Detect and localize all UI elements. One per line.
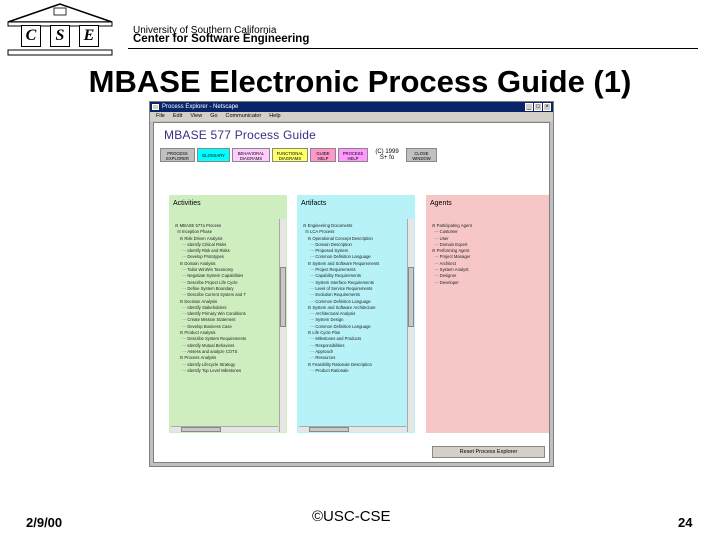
tree-item[interactable]: ··· Common Definition Language bbox=[303, 323, 371, 329]
tree-item[interactable]: ··· Identify Primary Win Conditions bbox=[175, 311, 246, 317]
tree-item[interactable]: ··· Capability Requirements bbox=[303, 273, 361, 279]
netscape-icon bbox=[152, 104, 159, 110]
tree-item[interactable]: ··· Approach bbox=[303, 348, 334, 354]
tree-item[interactable]: ··· Customer bbox=[432, 229, 458, 235]
tree-item[interactable]: ⊟ Operational Concept Description bbox=[303, 235, 373, 241]
activities-heading: Activities bbox=[173, 200, 201, 207]
tree-item[interactable]: ··· Identify Top Level Milestones bbox=[175, 367, 242, 373]
tree-item[interactable]: ⊟ Process Analysis bbox=[175, 355, 217, 361]
activities-scrollbar[interactable] bbox=[279, 219, 286, 432]
copyright-notice: (C) 1999 S+ fo bbox=[370, 148, 404, 162]
agents-panel bbox=[426, 195, 549, 433]
tree-item[interactable]: ··· Develop Business Case bbox=[175, 323, 232, 329]
tree-item[interactable]: ··· Create Mission Statement bbox=[175, 317, 236, 323]
artifacts-scrollbar[interactable] bbox=[407, 219, 414, 432]
tree-item[interactable]: ⊟ Engineering Documents bbox=[303, 223, 353, 228]
tree-item[interactable]: ··· Architect bbox=[432, 260, 456, 266]
slide-title: MBASE Electronic Process Guide (1) bbox=[88, 64, 632, 99]
tree-item[interactable]: ··· Project Manager bbox=[432, 254, 471, 260]
process-explorer-button[interactable]: PROCESS EXPLORER bbox=[160, 148, 195, 162]
tree-item[interactable]: ··· Responsibilities bbox=[303, 342, 345, 348]
close-window-button[interactable]: CLOSE WINDOW bbox=[406, 148, 437, 162]
menu-communicator[interactable]: Communicator bbox=[225, 113, 262, 119]
tree-item[interactable]: ··· Common Definition Language bbox=[303, 298, 371, 304]
close-icon[interactable]: × bbox=[543, 103, 551, 111]
artifacts-hscrollbar[interactable] bbox=[299, 426, 406, 432]
agents-heading: Agents bbox=[430, 200, 452, 207]
header-rule bbox=[128, 48, 698, 49]
tree-item[interactable]: ··· Domain Expert bbox=[432, 241, 468, 247]
center-name: Center for Software Engineering bbox=[133, 33, 310, 45]
process-help-button[interactable]: PROCESS HELP bbox=[338, 148, 368, 162]
tree-item[interactable]: ··· Develop Prototypes bbox=[175, 254, 224, 260]
functional-diagrams-button[interactable]: FUNCTIONAL DIAGRAMS bbox=[272, 148, 308, 162]
tree-item[interactable]: ⊟ Decision Analysis bbox=[175, 298, 218, 304]
window-titlebar bbox=[150, 102, 553, 112]
browser-window bbox=[149, 101, 554, 467]
tree-item[interactable]: ··· Product Rationale bbox=[303, 367, 349, 373]
maximize-icon[interactable]: □ bbox=[534, 103, 542, 111]
menu-file[interactable]: File bbox=[156, 113, 165, 119]
page-content bbox=[153, 122, 550, 463]
artifacts-panel bbox=[297, 195, 415, 433]
tree-item[interactable]: ⊟ Performing Agent bbox=[432, 248, 470, 254]
agents-tree bbox=[432, 223, 539, 286]
tree-item[interactable]: ··· Milestones and Products bbox=[303, 336, 362, 342]
reset-process-explorer-button[interactable]: Reset Process Explorer bbox=[432, 446, 545, 458]
process-guide-title: MBASE 577 Process Guide bbox=[164, 128, 317, 142]
tree-item[interactable]: ··· Negotiate System Capabilities bbox=[175, 273, 244, 279]
artifacts-heading: Artifacts bbox=[301, 200, 327, 207]
tree-item[interactable]: ⊟ Risk Driven Analysis bbox=[175, 235, 223, 241]
tree-item[interactable]: ··· Identify Stakeholders bbox=[175, 304, 227, 310]
tree-item[interactable]: ⊟ Inception Phase bbox=[175, 229, 213, 235]
tree-item[interactable]: ··· Proposed System bbox=[303, 248, 349, 254]
tree-item[interactable]: ⊟ Feasibility Rationale Description bbox=[303, 361, 372, 367]
tree-item[interactable]: ··· Describe Current System and T bbox=[175, 292, 246, 298]
activities-hscrollbar[interactable] bbox=[171, 426, 278, 432]
logo-letter-s: S bbox=[50, 25, 70, 47]
minimize-icon[interactable]: _ bbox=[525, 103, 533, 111]
tree-item[interactable]: ⊟ Life Cycle Plan bbox=[303, 330, 341, 336]
tree-item[interactable]: ··· Identify Lifecycle Strategy bbox=[175, 361, 236, 367]
tree-item[interactable]: ··· Define System Boundary bbox=[175, 285, 234, 291]
tree-item[interactable]: ⊟ System and Software Architecture bbox=[303, 304, 376, 310]
tree-item[interactable]: ··· Assess and analyze COTS bbox=[175, 348, 238, 354]
tree-item[interactable]: ··· Describe System Requirements bbox=[175, 336, 247, 342]
artifacts-tree bbox=[303, 223, 405, 374]
tree-item[interactable]: ··· Resources bbox=[303, 355, 336, 361]
tree-item[interactable]: ⊟ System and Software Requirements bbox=[303, 260, 380, 266]
slide-date: 2/9/00 bbox=[26, 515, 63, 530]
guide-toolbar bbox=[160, 148, 437, 162]
menu-bar bbox=[150, 112, 553, 121]
menu-view[interactable]: View bbox=[190, 113, 203, 119]
menu-edit[interactable]: Edit bbox=[172, 113, 183, 119]
tree-item[interactable]: ⊟ Participating Agent bbox=[432, 223, 472, 228]
tree-item[interactable]: ··· Describe Project Life Cycle bbox=[175, 279, 238, 285]
activities-tree bbox=[175, 223, 277, 374]
guide-help-button[interactable]: GUIDE HELP bbox=[310, 148, 336, 162]
activities-panel bbox=[169, 195, 287, 433]
tree-item[interactable]: ··· Identify Risk and Risks bbox=[175, 248, 230, 254]
menu-help[interactable]: Help bbox=[269, 113, 281, 119]
tree-item[interactable]: ⊟ Product Analysis bbox=[175, 330, 216, 336]
tree-item[interactable]: ⊟ MBASE 577a Process bbox=[175, 223, 222, 228]
menu-go[interactable]: Go bbox=[210, 113, 218, 119]
footer-copyright: ©USC-CSE bbox=[312, 508, 391, 525]
tree-item[interactable]: ··· User bbox=[432, 235, 449, 241]
page-number: 24 bbox=[678, 515, 693, 530]
window-title: Process Explorer - Netscape bbox=[162, 104, 239, 110]
tree-item[interactable]: ··· Tailor WinWin Taxonomy bbox=[175, 267, 234, 273]
behavioral-diagrams-button[interactable]: BEHAVIORAL DIAGRAMS bbox=[232, 148, 270, 162]
tree-item[interactable]: ··· Evolution Requirements bbox=[303, 292, 360, 298]
university-name: University of Southern California bbox=[133, 25, 277, 36]
tree-item[interactable]: ··· Project Requirements bbox=[303, 267, 356, 273]
tree-item[interactable]: ··· Developer bbox=[432, 279, 459, 285]
tree-item[interactable]: ··· System Interface Requirements bbox=[303, 279, 374, 285]
tree-item[interactable]: ··· System Analyst bbox=[432, 267, 469, 273]
tree-item[interactable]: ··· Identify Mutual Behaviors bbox=[175, 342, 235, 348]
cse-logo bbox=[4, 2, 116, 58]
tree-item[interactable]: ··· Designer bbox=[432, 273, 457, 279]
logo-letter-c: C bbox=[21, 25, 41, 47]
tree-item[interactable]: ⊟ LCA Process bbox=[303, 229, 335, 235]
glossary-button[interactable]: GLOSSARY bbox=[197, 148, 230, 162]
tree-item[interactable]: ⊟ Domain Analysis bbox=[175, 260, 216, 266]
tree-item[interactable]: ··· Identify Critical Risks bbox=[175, 241, 227, 247]
logo-letter-e: E bbox=[79, 25, 99, 47]
tree-item[interactable]: ··· System Design bbox=[303, 317, 344, 323]
tree-item[interactable]: ··· Domain Description bbox=[303, 241, 352, 247]
tree-item[interactable]: ··· Level of Service Requirements bbox=[303, 285, 373, 291]
tree-item[interactable]: ··· Architectural Analysis bbox=[303, 311, 356, 317]
tree-item[interactable]: ··· Common Definition Language bbox=[303, 254, 371, 260]
